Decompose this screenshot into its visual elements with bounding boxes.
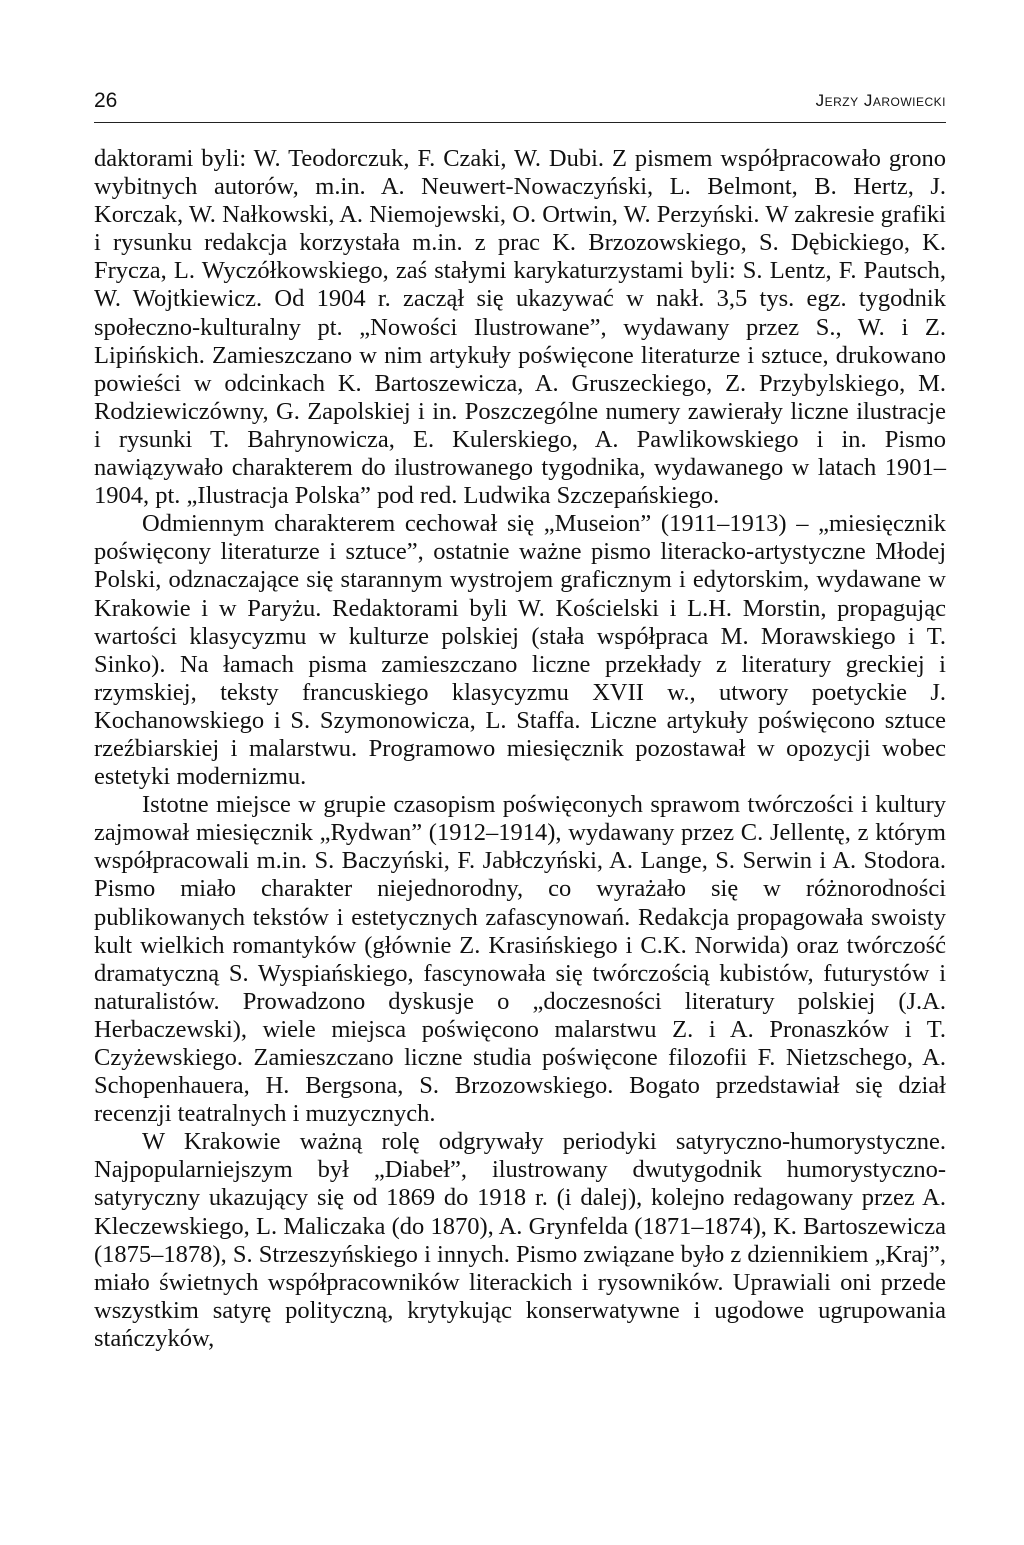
paragraph: Odmiennym charakterem cechował się „Museion” (1911–1913) – „miesięcznik poświęcony literaturze i sztuce”, ostatnie ważne pismo literacko-artystyczne Młodej Polski, odznaczające się starannym wystrojem graficznym i edytorskim, wydawane w Krakowie i w Paryżu. Redaktorami byli W. Kościelski i L.H. Morstin, propagując wartości klasycyzmu w kulturze polskiej (stała współpraca M. Morawskiego i T. Sinko). Na łamach pisma zamieszczano liczne przekłady z literatury greckiej i rzymskiej, teksty francuskiego klasycyzmu XVII w., utwory poetyckie J. Kochanowskiego i S. Szymonowicza, L. Staffa. Liczne artykuły poświęcono sztuce rzeźbiarskiej i malarstwu. Programowo miesięcznik pozostawał w opozycji wobec estetyki modernizmu.	[94, 510, 946, 791]
page-header	[94, 88, 946, 123]
paragraph: daktorami byli: W. Teodorczuk, F. Czaki, W. Dubi. Z pismem współpracowało grono wybitnych autorów, m.in. A. Neuwert-Nowaczyński, L. Belmont, B. Hertz, J. Korczak, W. Nałkowski, A. Niemojewski, O. Ortwin, W. Perzyński. W zakresie grafiki i rysunku redakcja korzystała m.in. z prac K. Brzozowskiego, S. Dębickiego, K. Frycza, L. Wyczółkowskiego, zaś stałymi karykaturzystami byli: S. Lentz, F. Pautsch, W. Wojtkiewicz. Od 1904 r. zaczął się ukazywać w nakł. 3,5 tys. egz. tygodnik społeczno-kulturalny pt. „Nowości Ilustrowane”, wydawany przez S., W. i Z. Lipińskich. Zamieszczano w nim artykuły poświęcone literaturze i sztuce, drukowano powieści w odcinkach K. Bartoszewicza, A. Gruszeckiego, Z. Przybylskiego, M. Rodziewiczówny, G. Zapolskiej i in. Poszczególne numery zawierały liczne ilustracje i rysunki T. Bahrynowicza, E. Kulerskiego, A. Pawlikowskiego i in. Pismo nawiązywało charakterem do ilustrowanego tygodnika, wydawanego w latach 1901–1904, pt. „Ilustracja Polska” pod red. Ludwika Szczepańskiego.	[94, 145, 946, 510]
page-number: 26	[94, 89, 118, 112]
book-page	[94, 88, 946, 1353]
paragraph: W Krakowie ważną rolę odgrywały periodyki satyryczno-humorystyczne. Najpopularniejszym był „Diabeł”, ilustrowany dwutygodnik humorystyczno-satyryczny ukazujący się od 1869 do 1918 r. (i dalej), kolejno redagowany przez A. Kleczewskiego, L. Maliczaka (do 1870), A. Grynfelda (1871–1874), K. Bartoszewicza (1875–1878), S. Strzeszyńskiego i innych. Pismo związane było z dziennikiem „Kraj”, miało świetnych współpracowników literackich i rysowników. Uprawiali oni przede wszystkim satyrę polityczną, krytykując konserwatywne i ugodowe ugrupowania stańczyków,	[94, 1128, 946, 1352]
page-body	[94, 145, 946, 1353]
paragraph: Istotne miejsce w grupie czasopism poświęconych sprawom twórczości i kultury zajmował miesięcznik „Rydwan” (1912–1914), wydawany przez C. Jellentę, z którym współpracowali m.in. S. Baczyński, F. Jabłczyński, A. Lange, S. Serwin i A. Stodora. Pismo miało charakter niejednorodny, co wyrażało się w różnorodności publikowanych tekstów i estetycznych zafascynowań. Redakcja propagowała swoisty kult wielkich romantyków (głównie Z. Krasińskiego i C.K. Norwida) oraz twórczość dramatyczną S. Wyspiańskiego, fascynowała się twórczością kubistów, futurystów i naturalistów. Prowadzono dyskusje o „doczesności literatury polskiej (J.A. Herbaczewski), wiele miejsca poświęcono malarstwu Z. i A. Pronaszków i T. Czyżewskiego. Zamieszczano liczne studia poświęcone filozofii F. Nietzschego, A. Schopenhauera, H. Bergsona, S. Brzozowskiego. Bogato przedstawiał się dział recenzji teatralnych i muzycznych.	[94, 791, 946, 1128]
running-head: Jerzy Jarowiecki	[815, 91, 946, 110]
